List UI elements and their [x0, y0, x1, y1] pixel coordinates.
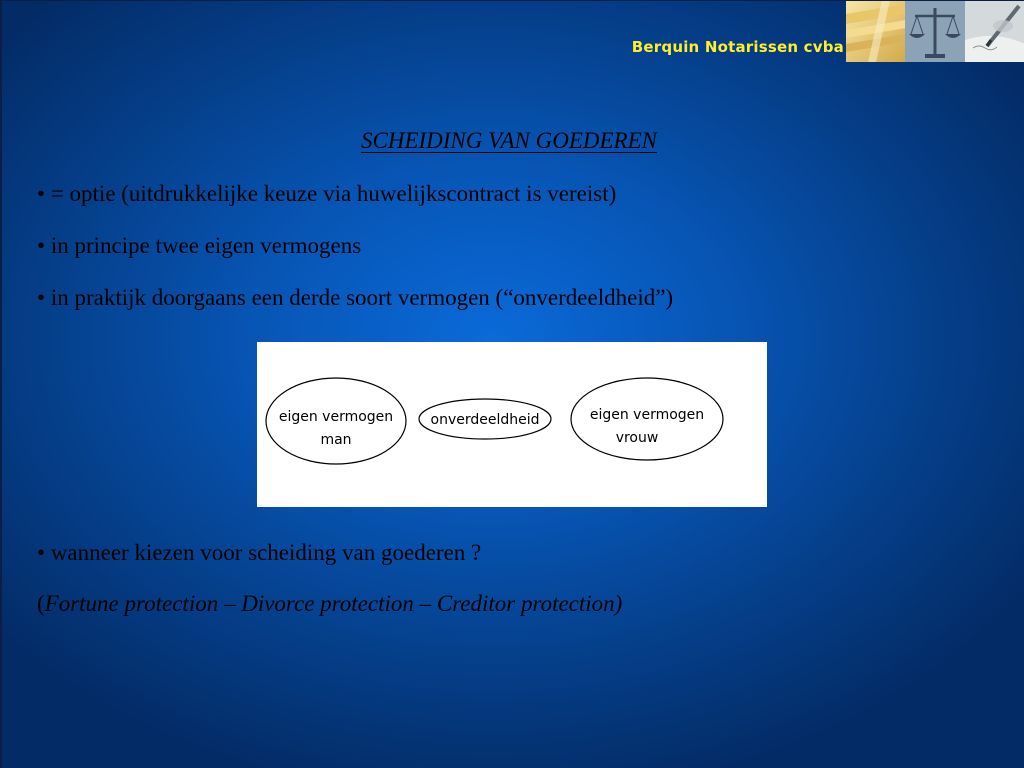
books-icon — [846, 0, 905, 62]
right-line2: vrouw — [615, 430, 659, 446]
right-line1: eigen vermogen — [589, 407, 705, 423]
note-open-paren: ( — [37, 591, 45, 616]
middle-line1: onverdeeldheid — [430, 412, 540, 428]
left-line2: man — [320, 432, 352, 448]
bullet-item — [37, 285, 673, 311]
bullet-symbol: • — [37, 540, 46, 565]
bullet-symbol: • — [37, 181, 46, 206]
bullet-text: in principe twee eigen vermogens — [50, 233, 362, 258]
property-diagram — [257, 342, 767, 507]
company-name: Berquin Notarissen cvba — [631, 38, 844, 56]
bullet-text: wanneer kiezen voor scheiding van goederen ? — [50, 540, 482, 565]
pen-writing-icon — [965, 0, 1024, 62]
bullet-symbol: • — [37, 233, 46, 258]
scales-of-justice-icon — [905, 0, 964, 62]
note-text: Fortune protection – Divorce protection – Creditor protection) — [44, 591, 623, 616]
bullet-text: = optie (uitdrukkelijke keuze via huwelijkscontract is vereist) — [50, 181, 617, 206]
protection-note — [37, 591, 622, 617]
bullet-item — [37, 233, 361, 259]
bullet-symbol: • — [37, 285, 46, 310]
left-line1: eigen vermogen — [278, 409, 394, 425]
bullet-item — [37, 181, 616, 207]
bullet-item — [37, 540, 481, 566]
logo-strip — [846, 0, 1024, 62]
slide-title: SCHEIDING VAN GOEDEREN — [361, 128, 657, 153]
bullet-text: in praktijk doorgaans een derde soort vermogen (“onverdeeldheid”) — [50, 285, 674, 310]
